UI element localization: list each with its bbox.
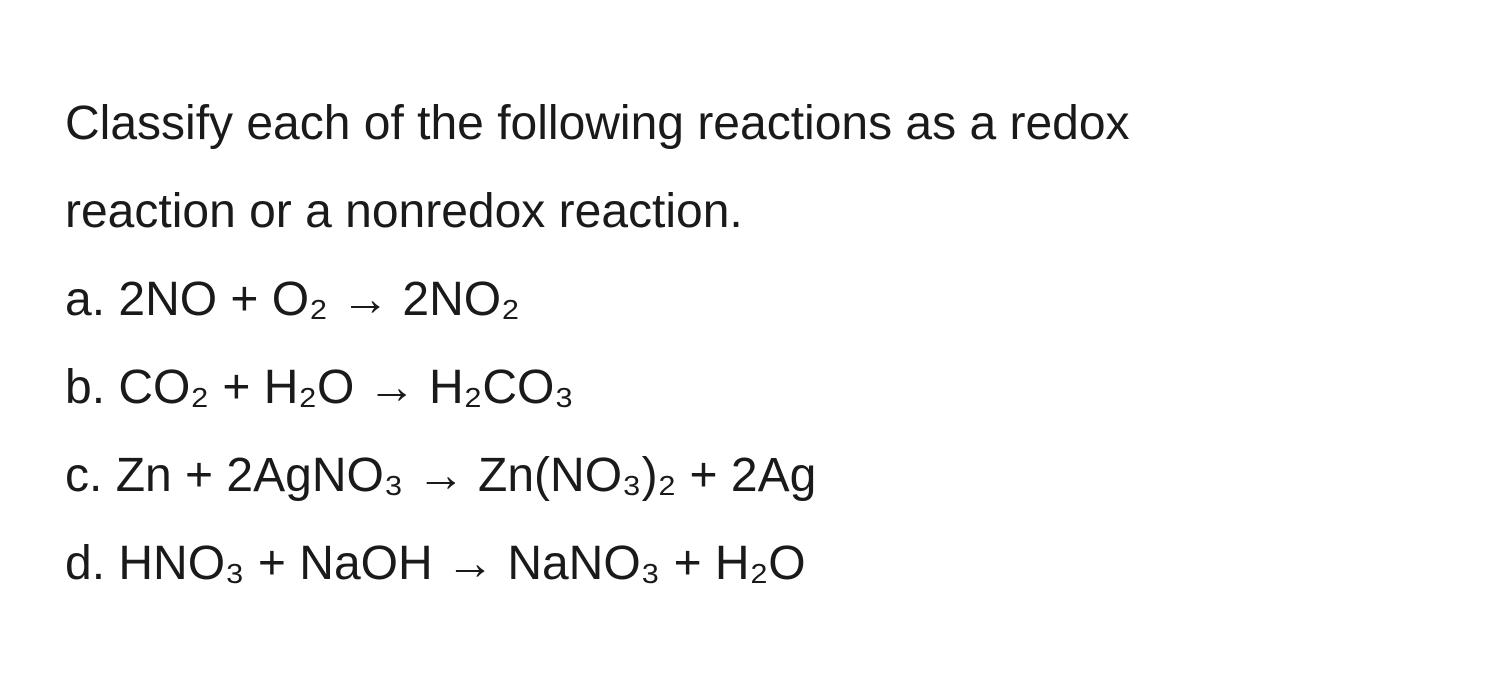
- reaction-equation: HNO₃ + NaOH → NaNO₃ + H₂O: [118, 537, 806, 590]
- reaction-label: c.: [65, 449, 103, 502]
- reaction-label: b.: [65, 361, 106, 414]
- reaction-equation: Zn + 2AgNO₃ → Zn(NO₃)₂ + 2Ag: [115, 449, 817, 502]
- reaction-label: a.: [65, 273, 106, 326]
- reaction-equation: CO₂ + H₂O → H₂CO₃: [118, 361, 574, 414]
- reaction-item-d: [65, 520, 1465, 608]
- reaction-item-a: [65, 256, 1465, 344]
- reaction-equation: 2NO + O₂ → 2NO₂: [118, 273, 520, 326]
- question-block: [65, 80, 1465, 608]
- question-prompt-line-1: Classify each of the following reactions as a redox: [65, 97, 1130, 150]
- reaction-item-c: [65, 432, 1465, 520]
- reaction-item-b: [65, 344, 1465, 432]
- question-prompt-line-2: reaction or a nonredox reaction.: [65, 185, 743, 238]
- reaction-label: d.: [65, 537, 106, 590]
